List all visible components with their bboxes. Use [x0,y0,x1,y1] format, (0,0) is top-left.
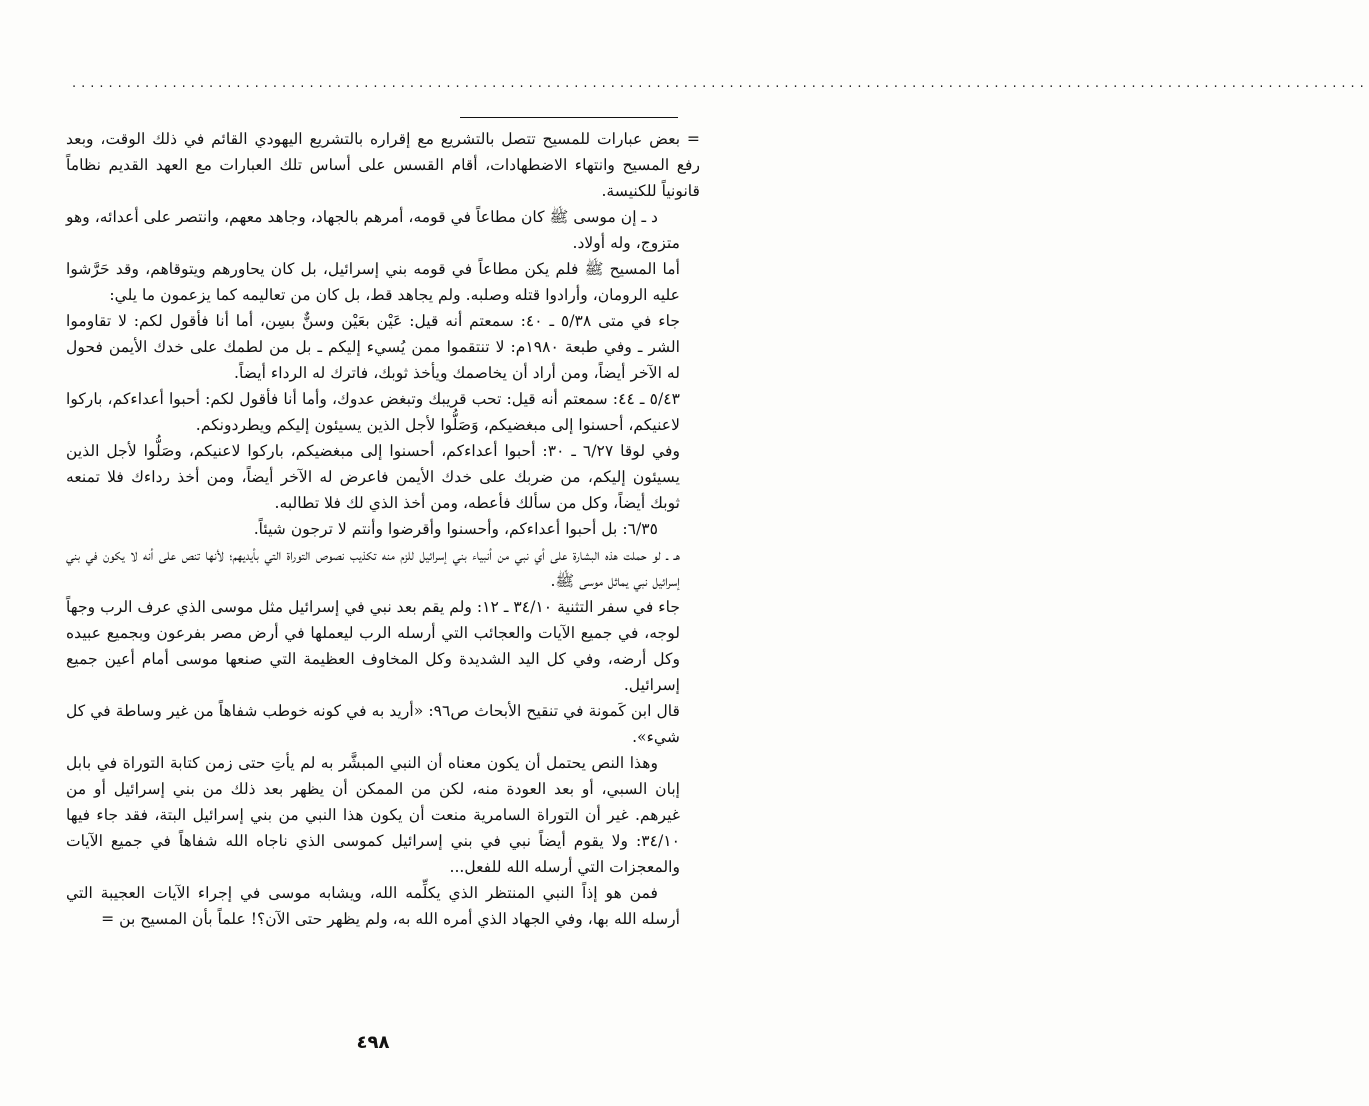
footnote-body [66,126,700,932]
paragraph-matthew-5-38: جاء في متى ٥/٣٨ ـ ٤٠: سمعتم أنه قيل: عَيْن بعَيْن وسنٌّ بسِن، أما أنا فأقول لكم: لا تقاوموا الشر ـ وفي طبعة ١٩٨٠م: لا تنتقموا ممن يُسيء إليكم ـ بل من لطمك على خدك الأيمن فحول له الآخر أيضاً، ومن أراد أن يخاصمك ويأخذ ثوبك، فاترك له الرداء أيضاً. [66,312,680,382]
paragraph-prophecy-contradiction: هـ ـ لو حملت هذه البشارة على أي نبي من أنبياء بني إسرائيل للزم منه تكذيب نصوص التوراة التي بأيديهم؛ لأنها تنص على أنه لا يكون في بني إسرائيل نبي يماثل موسى ﷺ. [66,546,680,590]
paragraph-moses-obeyed: د ـ إن موسى ﷺ كان مطاعاً في قومه، أمرهم بالجهاد، وجاهد معهم، وانتصر على أعدائه، وهو متزوج، وله أولاد. [66,208,680,252]
dotted-separator: .............................................................................................................................................. [72,76,1369,91]
page-number: ٤٩٨ [356,1032,390,1053]
paragraph-luke-6-35: ٦/٣٥: بل أحبوا أعداءكم، وأحسنوا وأقرضوا وأنتم لا ترجون شيئاً. [253,520,658,538]
paragraph-luke-6-27: وفي لوقا ٦/٢٧ ـ ٣٠: أحبوا أعداءكم، أحسنوا إلى مبغضيكم، باركوا لاعنيكم، وصَلُّوا لأجل الذين يسيئون إليكم، من ضربك على خدك الأيمن فاعرض له الآخر أيضاً، ومن أخذ رداءك فلا تمنعه ثوبك أيضاً، وكل من سألك فأعطه، ومن أخذ الذي لك فلا تطالبه. [66,442,680,512]
paragraph-messiah-not-obeyed: أما المسيح ﷺ فلم يكن مطاعاً في قومه بني إسرائيل، بل كان يحاورهم ويتوقاهم، وقد حَرَّشوا عليه الرومان، وأرادوا قتله وصلبه. ولم يجاهد قط، بل كان من تعاليمه كما يزعمون ما يلي: [66,260,680,304]
paragraph-awaited-prophet: فمن هو إذاً النبي المنتظر الذي يكلِّمه الله، ويشابه موسى في إجراء الآيات العجيبة التي أرسله الله بها، وفي الجهاد الذي أمره الله به، ولم يظهر حتى الآن؟! علماً بأن المسيح بن = [66,884,680,928]
paragraph-ibn-kammuna: قال ابن كَمونة في تنقيح الأبحاث ص٩٦: «أريد به في كونه خوطب شفاهاً من غير وساطة في كل شيء». [66,702,680,746]
paragraph-continuation: = بعض عبارات للمسيح تتصل بالتشريع مع إقراره بالتشريع اليهودي القائم في ذلك الوقت، وبعد رفع المسيح وانتهاء الاضطهادات، أقام القسس على أساس تلك العبارات مع العهد القديم نظاماً قانونياً للكنيسة. [66,130,700,200]
footnote-rule [460,117,678,118]
paragraph-deuteronomy-34: جاء في سفر التثنية ٣٤/١٠ ـ ١٢: ولم يقم بعد نبي في إسرائيل مثل موسى الذي عرف الرب وجهاً لوجه، في جميع الآيات والعجائب التي أرسله الرب ليعملها في أرض مصر بفرعون وبجميع عبيده وكل أرضه، وفي كل اليد الشديدة وكل المخاوف العظيمة التي صنعها موسى أمام أعين جميع إسرائيل. [66,598,681,694]
paragraph-samaritan-torah: وهذا النص يحتمل أن يكون معناه أن النبي المبشَّر به لم يأتِ حتى زمن كتابة التوراة في بابل إبان السبي، أو بعد العودة منه، لكن من الممكن أن يظهر بعد ذلك من بني إسرائيل أو من غيرهم. غير أن التوراة السامرية منعت أن يكون هذا النبي من بني إسرائيل البتة، فقد جاء فيها ٣٤/١٠: ولا يقوم أيضاً نبي في بني إسرائيل كموسى الذي ناجاه الله شفاهاً في جميع الآيات والمعجزات التي أرسله الله للفعل... [66,754,680,876]
paragraph-matthew-5-43: ٥/٤٣ ـ ٤٤: سمعتم أنه قيل: تحب قريبك وتبغض عدوك، وأما أنا فأقول لكم: أحبوا أعداءكم، باركوا لاعنيكم، أحسنوا إلى مبغضيكم، وَصَلُّوا لأجل الذين يسيئون إليكم ويطردونكم. [66,390,681,434]
